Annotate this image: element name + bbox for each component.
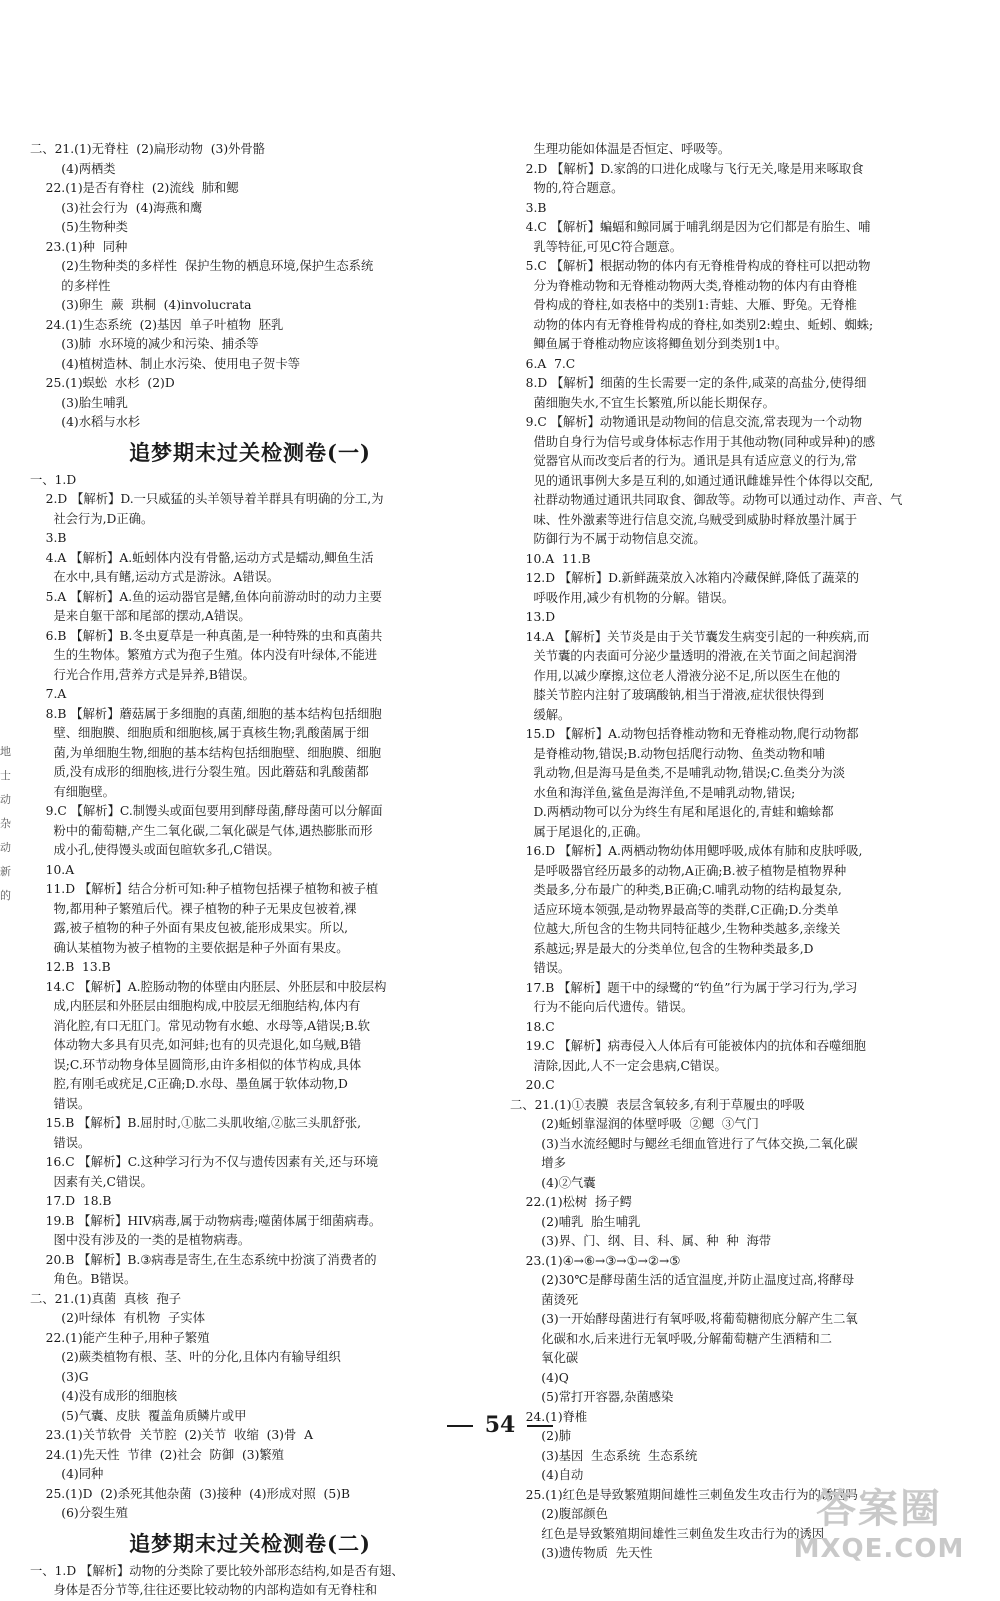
answer-line: (3)卵生 蕨 珙桐 (4)involucrata	[30, 298, 252, 312]
answer-line: 系越远;界是最大的分类单位,包含的生物种类最多,D	[510, 941, 814, 956]
answer-line: 味、性外激素等进行信息交流,乌贼受到威胁时释放墨汁属于	[510, 512, 858, 527]
answer-line: 5.A 【解析】A.鱼的运动器官是鳍,鱼体向前游动时的动力主要	[30, 589, 382, 604]
answer-line: 体动物大多具有贝壳,如河蚌;也有的贝壳退化,如乌贼,B错	[30, 1038, 362, 1052]
answer-line: 24.(1)先天性 节律 (2)社会 防御 (3)繁殖	[30, 1447, 284, 1462]
answer-line: (2)蚯蚓靠湿润的体壁呼吸 ②鳃 ③气门	[510, 1117, 759, 1131]
answer-line: 粉中的葡萄糖,产生二氧化碳,二氧化碳是气体,遇热膨胀而形	[30, 823, 373, 838]
answer-line: 25.(1)红色是导致繁殖期间雄性三刺鱼发生攻击行为的诱因吗	[510, 1487, 858, 1502]
answer-line: 露,被子植物的种子外面有果皮包被,能形成果实。所以,	[30, 921, 349, 935]
answer-line: (4)同种	[30, 1467, 104, 1481]
answer-line: (3)一开始酵母菌进行有氧呼吸,将葡萄糖彻底分解产生二氧	[510, 1312, 858, 1326]
answer-line: 一、1.D 【解析】动物的分类除了要比较外部形态结构,如是否有翅、	[30, 1563, 404, 1578]
answer-line: 12.D 【解析】D.新鲜蔬菜放入冰箱内冷藏保鲜,降低了蔬菜的	[510, 571, 860, 585]
answer-line: 属于尾退化的,正确。	[510, 824, 649, 839]
answer-line: (3)当水流经鳃时与鳃丝毛细血管进行了气体交换,二氧化碳	[510, 1136, 858, 1151]
answer-line: 角色。B错误。	[30, 1272, 137, 1286]
answer-line: 7.A	[30, 687, 67, 701]
answer-line: 社群动物通过通讯共同取食、御敌等。动物可以通过动作、声音、气	[510, 493, 903, 507]
answer-line: 4.C 【解析】蝙蝠和鲸同属于哺乳纲是因为它们都是有胎生、哺	[510, 220, 871, 234]
answer-line: 成,内胚层和外胚层由细胞构成,中胶层无细胞结构,体内有	[30, 999, 361, 1013]
answer-line: (3)基因 生态系统 生态系统	[510, 1448, 698, 1463]
answer-line: (4)②气囊	[510, 1175, 596, 1190]
section-title: 追梦期末过关检测卷(二)	[129, 1530, 371, 1556]
answer-line: 23.(1)种 同种	[30, 239, 128, 254]
margin-char: 动	[0, 793, 11, 806]
answer-line: 腔,有刚毛或疣足,C正确;D.水母、墨鱼属于软体动物,D	[30, 1077, 348, 1091]
answer-line: 防御行为不属于动物信息交流。	[510, 532, 706, 546]
answer-line: (2)30℃是酵母菌生活的适宜温度,并防止温度过高,将酵母	[510, 1273, 855, 1287]
answer-line: 错误。	[30, 1135, 91, 1150]
answer-line: 10.A 11.B	[510, 551, 591, 566]
answer-line: 22.(1)是否有脊柱 (2)流线 肺和鳃	[30, 181, 239, 195]
answer-line: 见的通讯事例大多是互利的,如通过通讯雌雄异性个体得以交配,	[510, 473, 874, 488]
answer-line: 23.(1)④→⑥→③→①→②→⑤	[510, 1253, 681, 1268]
answer-line: (5)气囊、皮肤 覆盖角质鳞片或甲	[30, 1408, 247, 1423]
answer-line: 6.A 7.C	[510, 356, 576, 371]
answer-line: 20.B 【解析】B.③病毒是寄生,在生态系统中扮演了消费者的	[30, 1252, 377, 1267]
answer-line: 错误。	[510, 961, 571, 975]
answer-line: 位越大,所包含的生物共同特征越少,生物种类越多,亲缘关	[510, 922, 841, 936]
answer-line: 乳动物,但是海马是鱼类,不是哺乳动物,错误;C.鱼类分为淡	[510, 766, 846, 780]
answer-line: 菌烫死	[510, 1292, 579, 1307]
section-title: 追梦期末过关检测卷(一)	[129, 439, 371, 465]
answer-line: (3)肺 水环境的减少和污染、捕杀等	[30, 337, 259, 351]
answer-line: 12.B 13.B	[30, 960, 111, 974]
answer-line: 质,没有成形的细胞核,进行分裂生殖。因此蘑菇和乳酸菌都	[30, 765, 369, 779]
answer-line: 动物的体内有无脊椎骨构成的脊柱,如类别2:蝗虫、蚯蚓、蜘蛛;	[510, 317, 874, 332]
answer-line: (3)G	[30, 1369, 89, 1384]
answer-line: 清除,因此,人不一定会患病,C错误。	[510, 1058, 727, 1073]
answer-line: (2)肺	[510, 1429, 571, 1443]
answer-line: 乳等特征,可见C符合题意。	[510, 239, 683, 254]
answer-line: 分为脊椎动物和无脊椎动物两大类,脊椎动物的体内有由脊椎	[510, 278, 858, 293]
answer-line: (2)蕨类植物有根、茎、叶的分化,且体内有输导组织	[30, 1350, 341, 1364]
answer-line: 觉器官从而改变后者的行为。通讯是具有适应意义的行为,常	[510, 454, 858, 468]
answer-line: 10.A	[30, 862, 75, 877]
answer-line: 11.D 【解析】结合分析可知:种子植物包括裸子植物和被子植	[30, 882, 379, 896]
answer-line: (5)常打开容器,杂菌感染	[510, 1390, 674, 1404]
answer-line: (3)界、门、纲、目、科、属、种 种 海带	[510, 1234, 772, 1248]
answer-line: 13.D	[510, 610, 556, 624]
answer-line: 9.C 【解析】动物通讯是动物间的信息交流,常表现为一个动物	[510, 415, 863, 429]
answer-line: (6)分裂生殖	[30, 1506, 128, 1520]
answer-line: 23.(1)关节软骨 关节腔 (2)关节 收缩 (3)骨 A	[30, 1428, 313, 1442]
answer-line: 物的,符合题意。	[510, 181, 624, 195]
answer-line: (4)水稻与水杉	[30, 415, 141, 429]
answer-line: 5.C 【解析】根据动物的体内有无脊椎骨构成的脊柱可以把动物	[510, 259, 871, 273]
answer-line: 有细胞壁。	[30, 784, 115, 799]
answer-line: 16.C 【解析】C.这种学习行为不仅与遗传因素有关,还与环境	[30, 1155, 379, 1169]
answer-line: (2)腹部颜色	[510, 1507, 608, 1521]
answer-line: 16.D 【解析】A.两栖动物幼体用鳃呼吸,成体有肺和皮肤呼吸,	[510, 844, 863, 858]
watermark-logo	[784, 1486, 974, 1586]
answer-line: (5)生物种类	[30, 220, 128, 234]
answer-line: 图中没有涉及的一类的是植物病毒。	[30, 1233, 251, 1247]
answer-line: 红色是导致繁殖期间雄性三刺鱼发生攻击行为的诱因	[510, 1526, 825, 1541]
answer-line: 氧化碳	[510, 1351, 579, 1365]
answer-line: 增多	[510, 1156, 566, 1170]
answer-line: 借助自身行为信号或身体标志作用于其他动物(同种或异种)的感	[510, 434, 876, 449]
answer-line: 作用,以减少摩擦,这位老人滑液分泌不足,所以医生在他的	[510, 668, 841, 683]
answer-line: 14.A 【解析】关节炎是由于关节囊发生病变引起的一种疾病,而	[510, 629, 870, 644]
answer-line: 误;C.环节动物身体呈圆筒形,由许多相似的体节构成,具体	[30, 1057, 362, 1072]
margin-char: 的	[0, 889, 11, 902]
answer-line: 社会行为,D正确。	[30, 511, 154, 526]
margin-char: 杂	[0, 817, 11, 830]
answer-line: (2)哺乳 胎生哺乳	[510, 1214, 641, 1229]
answer-line: D.两栖动物可以分为终生有尾和尾退化的,青蛙和蟾蜍都	[510, 805, 834, 819]
answer-line: 的多样性	[30, 278, 111, 293]
watermark-title: 答案圈	[816, 1486, 942, 1532]
answer-line: 消化腔,有口无肛门。常见动物有水螅、水母等,A错误;B.软	[30, 1018, 371, 1033]
answer-line: 24.(1)生态系统 (2)基因 单子叶植物 胚乳	[30, 317, 284, 332]
answer-line: 19.C 【解析】病毒侵入人体后有可能被体内的抗体和吞噬细胞	[510, 1039, 866, 1053]
answer-line: 呼吸作用,减少有机物的分解。错误。	[510, 590, 735, 605]
margin-char: 动	[0, 841, 11, 854]
page-dash-left	[447, 1425, 473, 1427]
answer-line: 20.C	[510, 1078, 555, 1092]
answer-line: 8.D 【解析】细菌的生长需要一定的条件,咸菜的高盐分,使得细	[510, 376, 867, 390]
margin-char: 士	[0, 769, 11, 782]
answer-line: 3.B	[510, 200, 547, 215]
answer-line: 15.B 【解析】B.屈肘时,①肱二头肌收缩,②肱三头肌舒张,	[30, 1116, 362, 1130]
answer-line: 2.D 【解析】D.家鸽的口进化成喙与飞行无关,喙是用来啄取食	[510, 161, 864, 176]
answer-line: 行为不能向后代遗传。错误。	[510, 1000, 694, 1014]
answer-line: 8.B 【解析】蘑菇属于多细胞的真菌,细胞的基本结构包括细胞	[30, 706, 382, 721]
page-dash-right	[527, 1425, 553, 1427]
answer-line: 18.C	[510, 1019, 555, 1034]
answer-line: 壁、细胞膜、细胞质和细胞核,属于真核生物;乳酸菌属于细	[30, 726, 369, 740]
answer-line: (4)植树造林、制止水污染、使用电子贺卡等	[30, 356, 301, 371]
answer-line: 6.B 【解析】B.冬虫夏草是一种真菌,是一种特殊的虫和真菌共	[30, 628, 383, 643]
answer-line: 生的生物体。繁殖方式为孢子生殖。体内没有叶绿体,不能进	[30, 648, 378, 662]
page-number-value: 54	[484, 1412, 516, 1438]
answer-line: 类最多,分布最广的种类,B正确;C.哺乳动物的结构最复杂,	[510, 883, 842, 897]
answer-line: 14.C 【解析】A.腔肠动物的体壁由内胚层、外胚层和中胶层构	[30, 979, 387, 994]
answer-line: 缓解。	[510, 707, 571, 722]
answer-line: 二、21.(1)真菌 真核 孢子	[30, 1291, 181, 1306]
answer-line: (2)生物种类的多样性 保护生物的栖息环境,保护生态系统	[30, 259, 374, 273]
answer-line: 菌,为单细胞生物,细胞的基本结构包括细胞壁、细胞膜、细胞	[30, 745, 381, 760]
answer-line: 膝关节腔内注射了玻璃酸钠,相当于滑液,症状很快得到	[510, 688, 825, 702]
answer-line: 是来自躯干部和尾部的摆动,A错误。	[30, 609, 251, 623]
left-column	[30, 140, 470, 1601]
answer-line: 化碳和水,后来进行无氧呼吸,分解葡萄糖产生酒精和二	[510, 1331, 832, 1346]
answer-line: 成小孔,使得馒头或面包暄软多孔,C错误。	[30, 843, 280, 857]
answer-line: (2)叶绿体 有机物 子实体	[30, 1311, 205, 1325]
answer-line: (4)两栖类	[30, 161, 116, 176]
answer-line: 确认某植物为被子植物的主要依据是种子外面有果皮。	[30, 940, 349, 955]
margin-text	[0, 740, 16, 908]
answer-line: 24.(1)脊椎	[510, 1409, 588, 1424]
answer-line: 在水中,具有鳍,运动方式是游泳。A错误。	[30, 570, 280, 584]
answer-line: 水鱼和海洋鱼,鲨鱼是海洋鱼,不是哺乳动物,错误;	[510, 785, 796, 800]
answer-line: 17.B 【解析】题干中的绿鹭的“钓鱼”行为属于学习行为,学习	[510, 980, 858, 995]
answer-line: 生理功能如体温是否恒定、呼吸等。	[510, 142, 731, 156]
answer-line: 9.C 【解析】C.制馒头或面包要用到酵母菌,酵母菌可以分解面	[30, 804, 383, 818]
answer-line: 错误。	[30, 1096, 91, 1111]
answer-line: 17.D 18.B	[30, 1194, 112, 1208]
answer-line: 4.A 【解析】A.蚯蚓体内没有骨骼,运动方式是蠕动,鲫鱼生活	[30, 550, 374, 565]
answer-line: 一、1.D	[30, 472, 77, 487]
watermark-url: MXQE.COM	[793, 1534, 965, 1564]
answer-line: (4)没有成形的细胞核	[30, 1389, 178, 1403]
answer-line: 关节囊的内表面可分泌少量透明的滑液,在关节面之间起润滑	[510, 649, 858, 663]
answer-line: 19.B 【解析】HIV病毒,属于动物病毒;噬菌体属于细菌病毒。	[30, 1213, 382, 1228]
answer-line: (3)胎生哺乳	[30, 395, 128, 410]
answer-line: (3)遗传物质 先天性	[510, 1546, 653, 1560]
right-column	[510, 140, 970, 1564]
answer-line: 3.B	[30, 531, 67, 545]
margin-char: 地	[0, 745, 11, 758]
answer-line: 行光合作用,营养方式是异养,B错误。	[30, 667, 255, 682]
margin-char: 新	[0, 865, 11, 878]
answer-line: 是脊椎动物,错误;B.动物包括爬行动物、鱼类动物和哺	[510, 746, 825, 761]
answer-line: 22.(1)能产生种子,用种子繁殖	[30, 1330, 210, 1345]
answer-line: (4)Q	[510, 1370, 569, 1385]
page-number	[0, 1412, 1000, 1438]
answer-line: 2.D 【解析】D.一只威猛的头羊领导着羊群具有明确的分工,为	[30, 492, 384, 506]
answer-line: (3)社会行为 (4)海燕和鹰	[30, 200, 203, 215]
answer-line: 骨构成的脊柱,如表格中的类别1:青蛙、大雁、野兔。无脊椎	[510, 298, 857, 312]
answer-line: 15.D 【解析】A.动物包括脊椎动物和无脊椎动物,爬行动物都	[510, 727, 859, 741]
answer-line: 二、21.(1)①表膜 表层含氧较多,有利于草履虫的呼吸	[510, 1097, 805, 1112]
answer-line: 二、21.(1)无脊柱 (2)扁形动物 (3)外骨骼	[30, 142, 266, 156]
answer-line: (4)自动	[510, 1468, 584, 1482]
answer-line: 物,都用种子繁殖后代。裸子植物的种子无果皮包被着,裸	[30, 901, 357, 916]
answer-line: 适应环境本领强,是动物界最高等的类群,C正确;D.分类单	[510, 902, 839, 917]
answer-line: 鲫鱼属于脊椎动物应该将鲫鱼划分到类别1中。	[510, 337, 788, 351]
answer-line: 25.(1)蜈蚣 水杉 (2)D	[30, 376, 175, 390]
answer-line: 身体是否分节等,往往还要比较动物的内部构造如有无脊柱和	[30, 1583, 378, 1597]
answer-line: 菌细胞失水,不宜生长繁殖,所以能长期保存。	[510, 395, 775, 410]
answer-line: 是呼吸器官经历最多的动物,A正确;B.被子植物是植物界种	[510, 863, 847, 878]
answer-line: 22.(1)松树 扬子鳄	[510, 1195, 632, 1209]
answer-line: 25.(1)D (2)杀死其他杂菌 (3)接种 (4)形成对照 (5)B	[30, 1486, 351, 1501]
answer-line: 因素有关,C错误。	[30, 1174, 153, 1189]
